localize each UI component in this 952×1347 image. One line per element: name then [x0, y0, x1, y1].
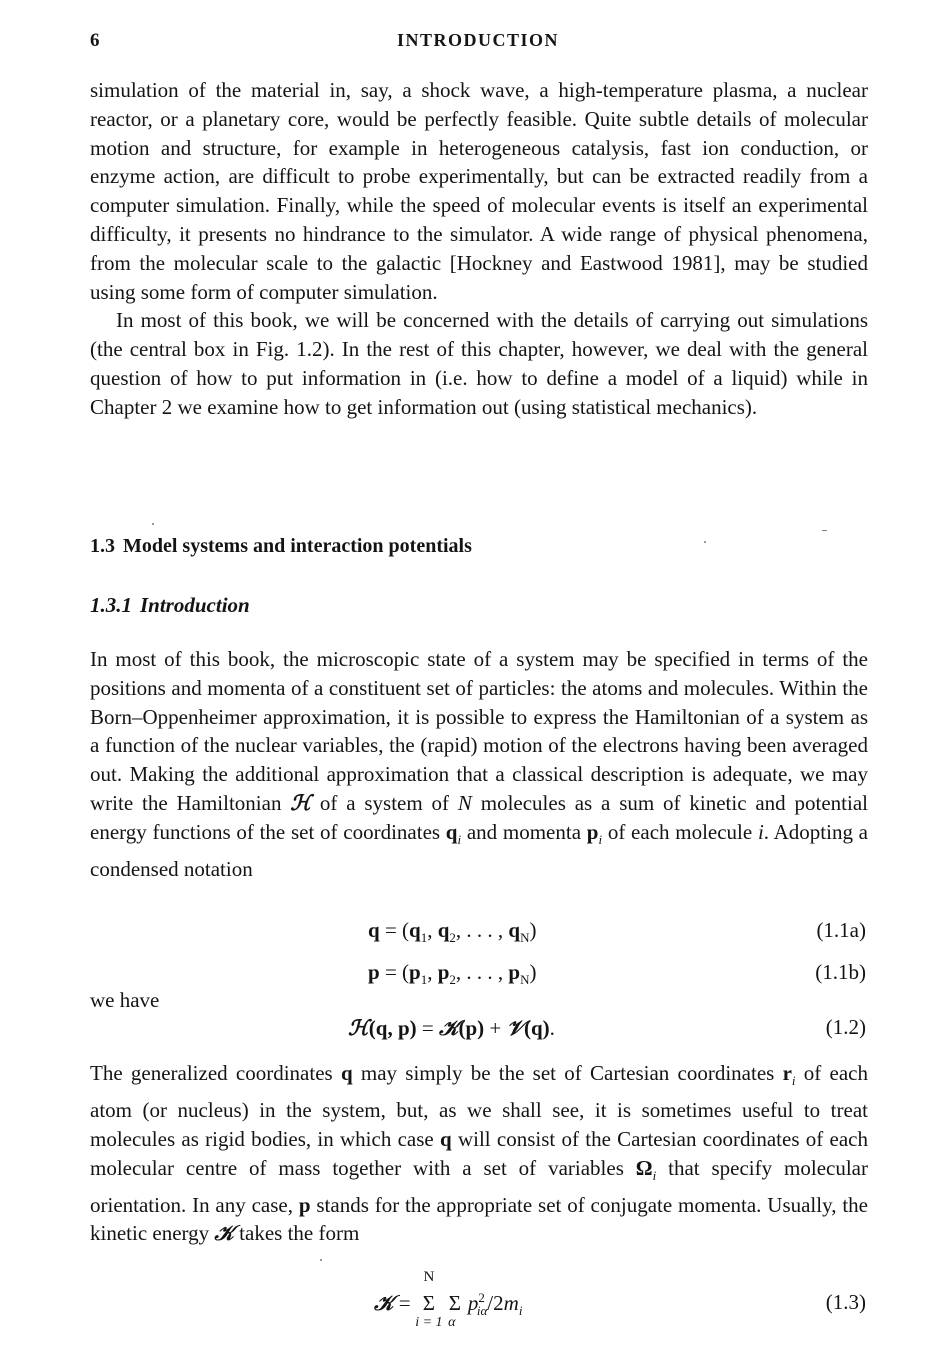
subsection-title: Introduction: [140, 593, 250, 617]
hamiltonian-paragraph: [90, 645, 868, 884]
equation-expression: 𝒦 = N Σ i = 1 Σ α $p^2_{i\alpha}/2m_i$: [374, 1269, 523, 1330]
subsection-number: 1.3.1: [90, 593, 132, 617]
text-run: molecules as a sum of kinetic and potential energy functions of the set of coordinates: [90, 790, 868, 844]
math-subscript: i: [652, 1167, 657, 1183]
equation-expression: $q = (q_1$, $q_2$, . . . , $q_N$): [368, 918, 537, 946]
text-run: of each atom (or nucleus) in the system, but, as we shall see, it is sometimes useful to treat molecules as rigid bodies, in which case: [90, 1061, 868, 1151]
equation-1-2: [90, 1015, 866, 1045]
math-symbol: q: [445, 819, 458, 844]
math-subscript: i: [457, 831, 462, 847]
text-run: that specify molecular orientation. In any case,: [90, 1155, 868, 1217]
text-run: will consist of the Cartesian coordinates of each molecular centre of mass together with a set of variables: [90, 1126, 868, 1180]
hamiltonian-symbol: ℋ: [290, 789, 312, 815]
kinetic-energy-symbol: 𝒦: [214, 1220, 234, 1246]
text-run: The generalized coordinates: [90, 1061, 341, 1085]
summation-over-i: N Σ i = 1: [415, 1269, 443, 1330]
we-have-text: we have: [90, 988, 160, 1012]
math-symbol: r: [782, 1061, 792, 1085]
print-speck: [320, 1259, 322, 1261]
equation-1-1b: [90, 960, 866, 990]
running-title: INTRODUCTION: [396, 30, 560, 50]
subsection-heading: [90, 593, 250, 618]
page-number: 6: [90, 30, 100, 51]
equation-1-1a: [90, 918, 866, 948]
math-symbol: p: [586, 819, 599, 844]
intro-text-block: [90, 76, 868, 422]
math-symbol: q: [340, 1061, 353, 1085]
summation-over-alpha: Σ α: [448, 1291, 461, 1330]
print-speck: [822, 530, 827, 531]
math-symbol: Ω: [635, 1155, 653, 1180]
print-speck: [704, 541, 706, 543]
text-run: of each molecule: [602, 819, 758, 844]
section-title: Model systems and interaction potentials: [123, 535, 472, 557]
print-speck: [152, 523, 154, 525]
equation-number: (1.1b): [815, 960, 866, 984]
equation-expression: ℋ(q, p) = 𝒦(p) + 𝒱(q).: [348, 1015, 555, 1040]
text-run: may simply be the set of Cartesian coordinates: [352, 1061, 783, 1085]
coordinates-paragraph: [90, 1059, 868, 1248]
text-run: takes the form: [233, 1221, 360, 1246]
equation-number: (1.1a): [816, 918, 866, 942]
math-symbol: N: [457, 790, 472, 815]
paragraph: [90, 1059, 868, 1248]
math-symbol: i: [757, 819, 764, 844]
math-symbol: p: [298, 1192, 311, 1217]
equation-1-3: [90, 1269, 866, 1330]
equation-expression: $p = (p_1$, $p_2$, . . . , $p_N$): [368, 960, 537, 988]
text-run: In most of this book, the microscopic state of a system may be specified in terms of the positions and momenta of a constituent set of particles: the atoms and molecules. Within the Born–Oppenheimer approximation, it is possible to express the Hamiltonian of a system as a function of the nuclear variables, the (rapid) motion of the electrons having been averaged out. Making the additional approximation that a classical description is adequate, we may write the Hamiltonian: [90, 647, 868, 815]
paragraph: [90, 645, 868, 884]
paragraph: In most of this book, we will be concerned with the details of carrying out simulations (the central box in Fig. 1.2). In the rest of this chapter, however, we deal with the general question of how to put information in (i.e. how to define a model of a liquid) while in Chapter 2 we examine how to get information out (using statistical mechanics).: [90, 308, 868, 419]
math-subscript: i: [791, 1073, 796, 1089]
equation-number: (1.2): [825, 1015, 866, 1039]
text-run: stands for the appropriate set of conjugate momenta. Usually, the kinetic energy: [90, 1192, 868, 1246]
section-heading: [90, 535, 472, 558]
text-run: and momenta: [461, 819, 587, 844]
running-head: [90, 30, 866, 56]
section-number: 1.3: [90, 535, 115, 557]
math-symbol: q: [440, 1126, 452, 1151]
math-subscript: i: [598, 831, 603, 847]
text-run: of a system of: [311, 790, 458, 815]
paragraph: simulation of the material in, say, a shock wave, a high-temperature plasma, a nuclear reactor, or a planetary core, would be perfectly feasible. Quite subtle details of molecular motion and structure, for example in heterogeneous catalysis, fast ion conduction, or enzyme action, are difficult to probe experimentally, but can be extracted readily from a computer simulation. Finally, while the speed of molecular events is itself an experimental difficulty, it presents no hindrance to the simulator. A wide range of physical phenomena, from the molecular scale to the galactic [Hockney and Eastwood 1981], may be studied using some form of computer simulation.: [90, 78, 868, 304]
equation-number: (1.3): [825, 1290, 866, 1314]
text-run: . Adopting a condensed notation: [90, 819, 869, 881]
